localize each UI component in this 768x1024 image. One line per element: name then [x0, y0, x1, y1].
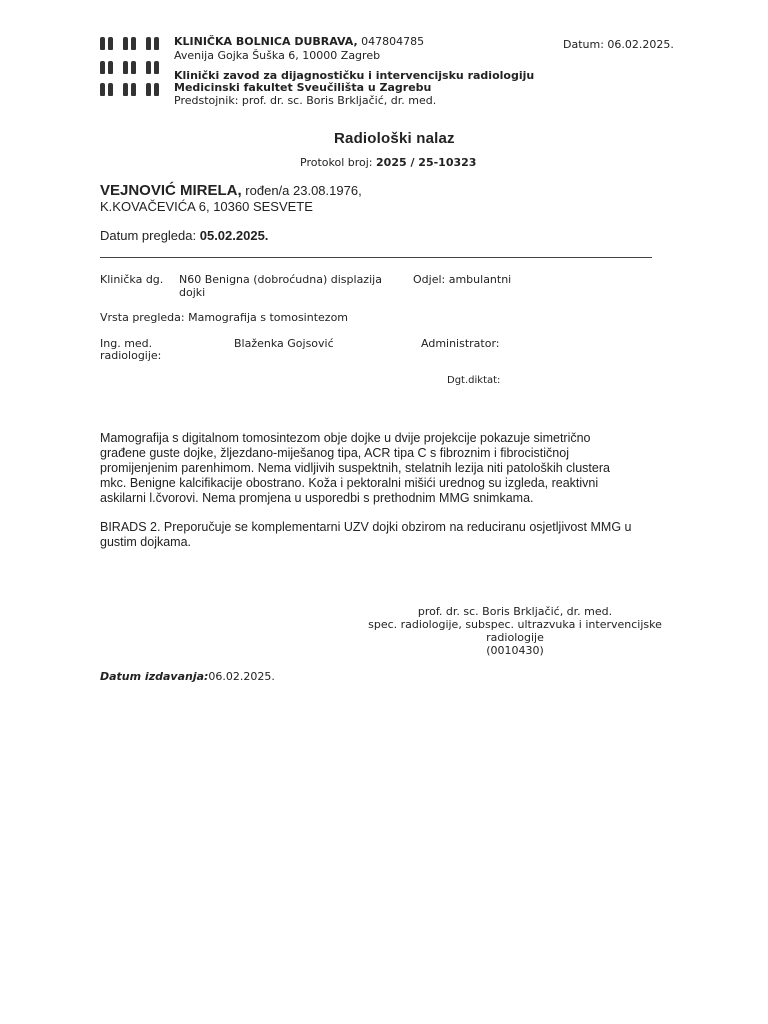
signature-title: spec. radiologije, subspec. ultrazvuka i intervencijske — [368, 618, 662, 631]
clinical-dg-line1: N60 Benigna (dobroćudna) displazija — [179, 273, 382, 286]
report-title: Radiološki nalaz — [334, 130, 455, 147]
hospital-address: Avenija Gojka Šuška 6, 10000 Zagreb — [174, 49, 381, 62]
patient-line — [100, 182, 362, 199]
patient-name: VEJNOVIĆ MIRELA, — [100, 182, 242, 199]
signature-block — [340, 605, 690, 657]
findings-paragraph-2 — [100, 520, 710, 550]
findings-line: mkc. Benigne kalcifikacije obostrano. Koža i pektoralni mišići urednog su izgleda, reaktivni — [100, 476, 599, 490]
engineer-name: Blaženka Gojsović — [234, 337, 334, 350]
faculty-name: Medicinski fakultet Sveučilišta u Zagrebu — [174, 81, 432, 94]
engineer-label-line1: Ing. med. — [100, 337, 153, 350]
exam-type: Vrsta pregleda: Mamografija s tomosintezom — [100, 311, 349, 324]
administrator-label: Administrator: — [421, 337, 500, 350]
findings-line: askilarni l.čvorovi. Nema promjena u usporedbi s prethodnim MMG snimkama. — [100, 491, 534, 505]
dictation-label: Dgt.diktat: — [447, 375, 501, 386]
signature-name: prof. dr. sc. Boris Brkljačić, dr. med. — [417, 605, 613, 618]
clinical-dg-line2: dojki — [179, 286, 206, 299]
issue-date-label: Datum izdavanja: — [100, 670, 209, 683]
exam-date-label: Datum pregleda: — [100, 228, 200, 243]
department-head: Predstojnik: prof. dr. sc. Boris Brkljačić, dr. med. — [174, 94, 437, 107]
protocol-label: Protokol broj: — [300, 156, 377, 169]
document-date: Datum: 06.02.2025. — [563, 38, 674, 51]
patient-address: K.KOVAČEVIĆA 6, 10360 SESVETE — [100, 199, 313, 214]
department-name: Klinički zavod za dijagnostičku i intervencijsku radiologiju — [174, 69, 535, 82]
signature-title-cont: radiologije — [486, 631, 544, 644]
findings-line: BIRADS 2. Preporučuje se komplementarni UZV dojki obzirom na reduciranu osjetljivost MMG u — [100, 520, 632, 534]
findings-line: gustim dojkama. — [100, 535, 192, 549]
hospital-logo — [100, 37, 162, 99]
findings-line: Mamografija s digitalnom tomosintezom obje dojke u dvije projekcije pokazuje simetrično — [100, 431, 591, 445]
patient-birth: rođen/a 23.08.1976, — [241, 183, 362, 198]
exam-date-line — [100, 228, 268, 243]
protocol-line — [300, 156, 476, 170]
divider — [100, 257, 652, 258]
signature-code: (0010430) — [486, 644, 544, 657]
engineer-label-line2: radiologije: — [100, 349, 162, 362]
findings-line: promijenjenim parenhimom. Nema vidljivih suspektnih, stelatnih lezija niti patoloških clustera — [100, 461, 610, 475]
findings-line: građene guste dojke, žljezdano-miješanog tipa, ACR tipa C s fibroznim i fibrocističnoj — [100, 446, 569, 460]
exam-date: 05.02.2025. — [199, 228, 269, 243]
findings-paragraph-1 — [100, 431, 710, 506]
department-field: Odjel: ambulantni — [413, 273, 512, 286]
clinical-dg-label: Klinička dg. — [100, 273, 164, 286]
issue-date: 06.02.2025. — [208, 670, 275, 683]
issue-date-line — [100, 670, 275, 684]
hospital-name-line — [174, 35, 424, 49]
hospital-name: KLINIČKA BOLNICA DUBRAVA, — [174, 35, 358, 48]
hospital-phone: 047804785 — [357, 35, 425, 48]
protocol-number: 2025 / 25-10323 — [376, 156, 477, 169]
